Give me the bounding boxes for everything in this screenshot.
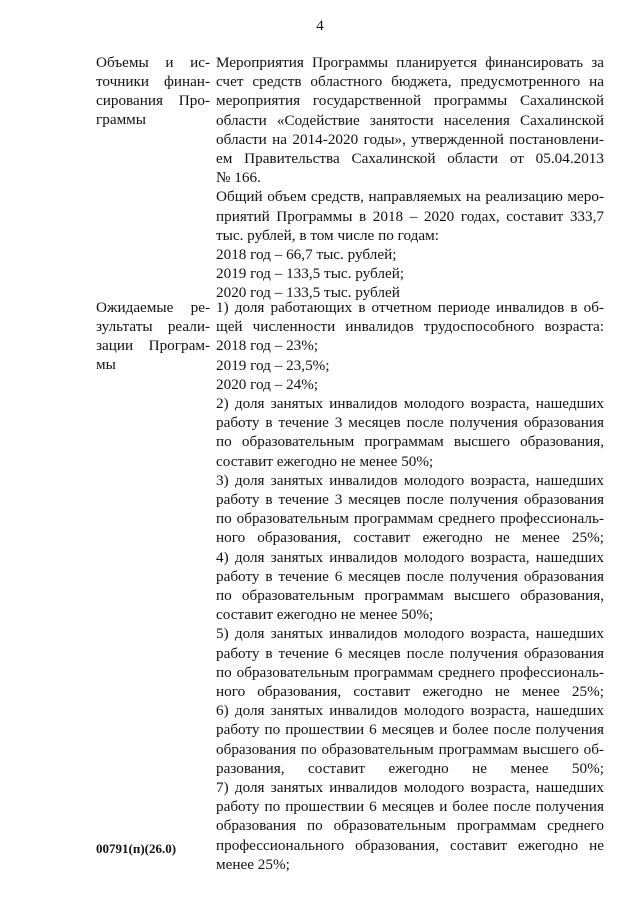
results-text-line: 4) доля занятых инвалидов молодого возраста, нашедших	[216, 548, 604, 566]
funding-text-line: области на 2014-2020 годы», утвержденной постановлени-	[216, 130, 604, 148]
results-text-line: 3) доля занятых инвалидов молодого возраста, нашедших	[216, 471, 604, 489]
results-text-line: работу по прошествии 6 месяцев и более после получения	[216, 798, 604, 816]
results-text-line: щей численности инвалидов трудоспособного возраста:	[216, 318, 604, 336]
results-text-line: по образовательным программам среднего профессиональ-	[216, 510, 604, 528]
results-text-line: профессионального образования, составит ежегодно не	[216, 836, 604, 854]
results-text-line: работу в течение 6 месяцев после получения образования	[216, 644, 604, 662]
funding-label-line: сирования Про-	[96, 92, 210, 109]
results-text-line: по образовательным программам высшего образования,	[216, 587, 604, 605]
results-text-line: 5) доля занятых инвалидов молодого возраста, нашедших	[216, 625, 604, 643]
funding-text-line: мероприятия государственной программы Сахалинской	[216, 92, 604, 110]
results-text-line: работу в течение 6 месяцев после получения образования	[216, 567, 604, 585]
funding-content	[216, 53, 604, 303]
results-text-line: 6) доля занятых инвалидов молодого возраста, нашедших	[216, 702, 604, 720]
results-text-line: составит ежегодно не менее 50%;	[216, 606, 434, 624]
funding-text-line: счет средств областного бюджета, предусмотренного на	[216, 73, 604, 91]
funding-text-line: приятий Программы в 2018 – 2020 годах, составит 333,7	[216, 207, 604, 225]
results-text-line: по образовательным программам высшего образования,	[216, 433, 604, 451]
results-text-line: менее 25%;	[216, 855, 290, 873]
funding-label	[96, 53, 210, 129]
funding-text-line: Общий объем средств, направляемых на реализацию меро-	[216, 188, 604, 206]
results-text-line: 2019 год – 23,5%;	[216, 356, 330, 374]
results-text-line: 2020 год – 24%;	[216, 375, 319, 393]
results-text-line: образования по образовательным программам среднего	[216, 817, 604, 835]
funding-label-line: граммы	[96, 111, 146, 128]
funding-text-line: тыс. рублей, в том числе по годам:	[216, 226, 439, 244]
funding-text-line: Мероприятия Программы планируется финансировать за	[216, 54, 604, 71]
results-text-line: 2) доля занятых инвалидов молодого возраста, нашедших	[216, 395, 604, 413]
results-text-line: работу в течение 3 месяцев после получения образования	[216, 491, 604, 509]
results-text-line: работу по прошествии 6 месяцев и более после получения	[216, 721, 604, 739]
results-label-line: мы	[96, 356, 116, 373]
document-code: 00791(п)(26.0)	[96, 841, 177, 856]
results-label-line: зации Програм-	[96, 337, 210, 354]
funding-label-line: Объемы и ис-	[96, 54, 210, 71]
funding-text-line: 2020 год – 133,5 тыс. рублей	[216, 284, 400, 302]
results-content	[216, 298, 604, 874]
page-number: 4	[316, 18, 324, 34]
results-text-line: образования по образовательным программам высшего об-	[216, 740, 604, 758]
results-text-line: составит ежегодно не менее 50%;	[216, 452, 434, 470]
results-text-line: 2018 год – 23%;	[216, 337, 319, 355]
results-text-line: ного образования, составит ежегодно не менее 25%;	[216, 683, 604, 701]
funding-text-line: области «Содействие занятости населения Сахалинской	[216, 111, 604, 129]
results-label	[96, 298, 210, 374]
funding-text-line: № 166.	[216, 169, 261, 187]
funding-text-line: ем Правительства Сахалинской области от 05.04.2013	[216, 150, 604, 168]
results-text-line: работу в течение 3 месяцев после получения образования	[216, 414, 604, 432]
results-label-line: Ожидаемые ре-	[96, 299, 210, 316]
funding-label-line: точники финан-	[96, 73, 210, 90]
results-text-line: ного образования, составит ежегодно не менее 25%;	[216, 529, 604, 547]
results-text-line: по образовательным программам среднего профессиональ-	[216, 663, 604, 681]
results-text-line: 1) доля работающих в отчетном периоде инвалидов в об-	[216, 299, 604, 316]
funding-text-line: 2019 год – 133,5 тыс. рублей;	[216, 265, 405, 283]
funding-text-line: 2018 год – 66,7 тыс. рублей;	[216, 246, 397, 264]
results-text-line: разования, составит ежегодно не менее 50%;	[216, 759, 604, 777]
results-text-line: 7) доля занятых инвалидов молодого возраста, нашедших	[216, 779, 604, 797]
results-label-line: зультаты реали-	[96, 318, 210, 335]
